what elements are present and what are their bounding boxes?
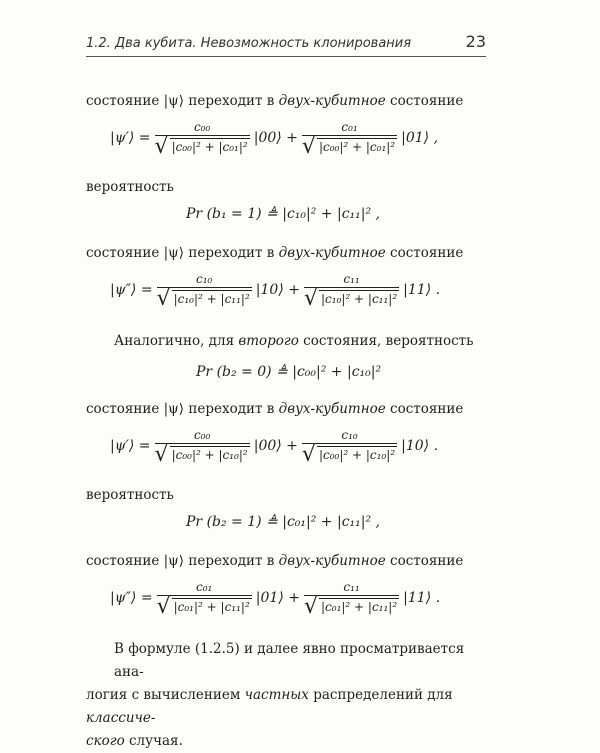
formula-pr-b2-0: Pr (b₂ = 0) ≜ |c₀₀|² + |c₁₀|² xyxy=(196,364,382,380)
fraction: c₁₁ √ |c₀₁|² + |c₁₁|² xyxy=(303,580,398,619)
formula-pr-b2-1: Pr (b₂ = 1) ≜ |c₀₁|² + |c₁₁|² , xyxy=(186,514,380,530)
text-line-state-2: состояние |ψ⟩ переходит в двух-кубитное состояние xyxy=(86,245,464,261)
text-line-state-4: состояние |ψ⟩ переходит в двух-кубитное состояние xyxy=(86,553,464,569)
fraction: c₀₀ √ |c₀₀|² + |c₁₀|² xyxy=(154,428,248,467)
formula-pr-b1: Pr (b₁ = 1) ≜ |c₁₀|² + |c₁₁|² , xyxy=(186,206,380,222)
fraction: c₀₁ √ |c₀₁|² + |c₁₁|² xyxy=(156,580,250,619)
fraction: c₁₀ √ |c₀₀|² + |c₁₀|² xyxy=(301,428,396,467)
closing-paragraph xyxy=(86,638,486,753)
text-line-state-3: состояние |ψ⟩ переходит в двух-кубитное состояние xyxy=(86,401,464,417)
closing-line-3: ского случая. xyxy=(86,733,183,749)
formula-psi-double-prime-2: |ψ″⟩ = c₀₁ √ |c₀₁|² + |c₁₁|² |01⟩ + c₁₁ √ |c₀₁|² + |c₁₁|² |11⟩ . xyxy=(110,580,441,619)
text-line-state-1: состояние |ψ⟩ переходит в двух-кубитное состояние xyxy=(86,93,464,109)
fraction: c₁₀ √ |c₁₀|² + |c₁₁|² xyxy=(156,272,250,311)
running-title: 1.2. Два кубита. Невозможность клонирования xyxy=(86,36,412,51)
page-header xyxy=(86,30,486,57)
closing-line-2: логия с вычислением частных распределений для классиче- xyxy=(86,687,453,726)
text-line-probability-2: вероятность xyxy=(86,487,174,503)
page-number: 23 xyxy=(465,32,486,51)
text-line-probability-1: вероятность xyxy=(86,179,174,195)
formula-psi-double-prime-1: |ψ″⟩ = c₁₀ √ |c₁₀|² + |c₁₁|² |10⟩ + c₁₁ √ |c₁₀|² + |c₁₁|² |11⟩ . xyxy=(110,272,441,311)
closing-line-1: В формуле (1.2.5) и далее явно просматривается ана- xyxy=(114,641,465,680)
formula-psi-prime-1: |ψ′⟩ = c₀₀ √ |c₀₀|² + |c₀₁|² |00⟩ + c₀₁ √ |c₀₀|² + |c₀₁|² |01⟩ , xyxy=(110,120,439,159)
fraction: c₀₀ √ |c₀₀|² + |c₀₁|² xyxy=(154,120,248,159)
text-line-analogously: Аналогично, для второго состояния, вероятность xyxy=(114,333,474,349)
fraction: c₁₁ √ |c₁₀|² + |c₁₁|² xyxy=(303,272,398,311)
fraction: c₀₁ √ |c₀₀|² + |c₀₁|² xyxy=(301,120,396,159)
formula-psi-prime-2: |ψ′⟩ = c₀₀ √ |c₀₀|² + |c₁₀|² |00⟩ + c₁₀ √ |c₀₀|² + |c₁₀|² |10⟩ . xyxy=(110,428,439,467)
